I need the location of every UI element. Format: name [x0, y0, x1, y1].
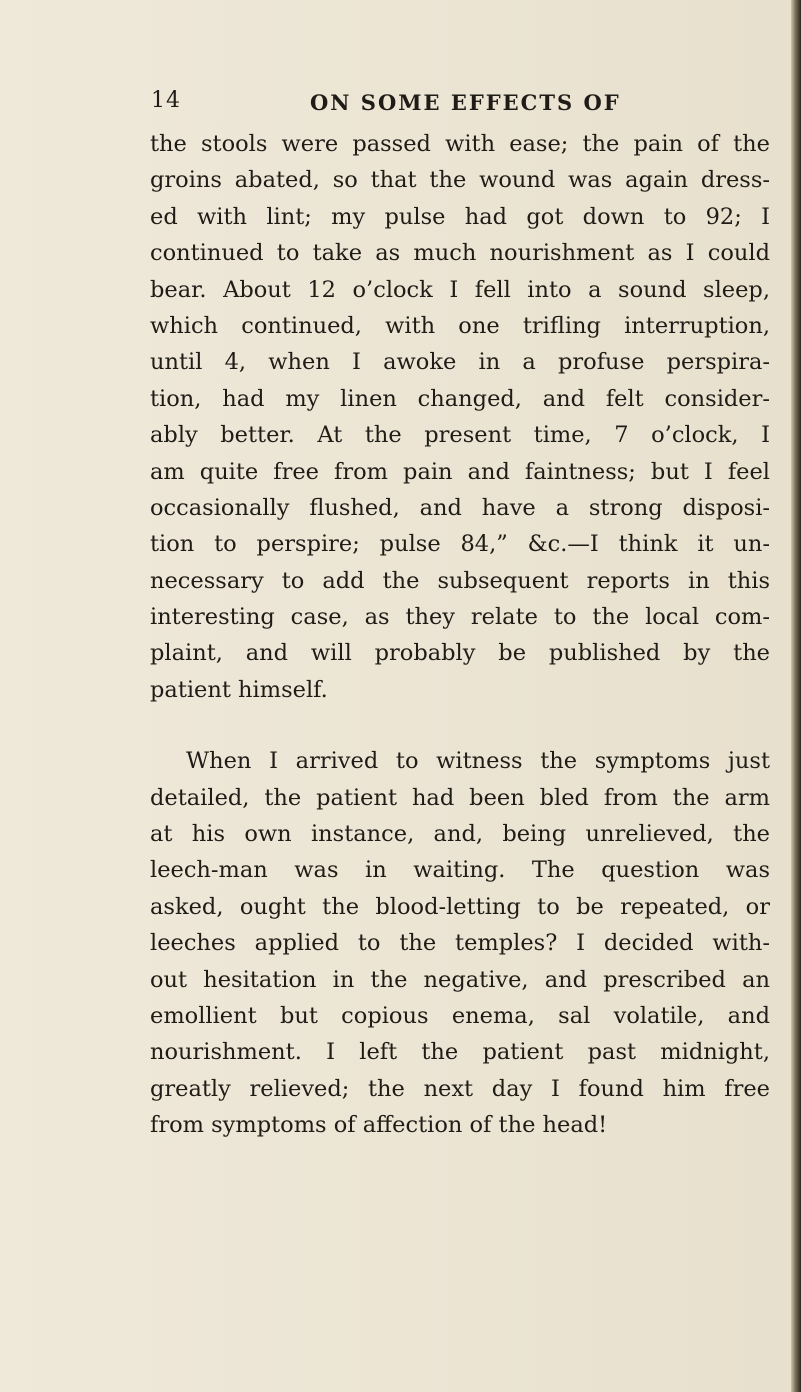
text-line: plaint, and will probably be published by the [150, 640, 770, 667]
text-line: patient himself. [150, 676, 328, 703]
text-line: out hesitation in the negative, and prescribed an [150, 966, 770, 993]
text-line: which continued, with one trifling interruption, [150, 312, 770, 339]
page-edge-shadow [791, 0, 801, 1392]
text-line: ably better. At the present time, 7 o’clock, I [150, 422, 770, 449]
text-line: detailed, the patient had been bled from the arm [150, 784, 770, 811]
page-header [0, 84, 801, 120]
text-line: tion to perspire; pulse 84,” &c.—I think it un- [150, 531, 770, 558]
text-line: until 4, when I awoke in a profuse perspira- [150, 349, 770, 376]
text-line: nourishment. I left the patient past midnight, [150, 1039, 770, 1066]
running-title: ON SOME EFFECTS OF [310, 90, 621, 115]
paragraph-spacer [150, 708, 770, 743]
paragraph-2 [150, 743, 770, 1143]
text-line: asked, ought the blood-letting to be repeated, or [150, 893, 770, 920]
text-line: ed with lint; my pulse had got down to 92; I [150, 203, 770, 230]
text-line: continued to take as much nourishment as I could [150, 240, 770, 267]
text-line: When I arrived to witness the symptoms just [186, 748, 770, 775]
text-line: leeches applied to the temples? I decided with- [150, 930, 770, 957]
text-line: am quite free from pain and faintness; but I feel [150, 458, 770, 485]
text-line: leech-man was in waiting. The question was [150, 857, 770, 884]
text-line: necessary to add the subsequent reports in this [150, 567, 770, 594]
text-line: greatly relieved; the next day I found him free [150, 1075, 770, 1102]
text-line: tion, had my linen changed, and felt consider- [150, 385, 770, 412]
text-line: the stools were passed with ease; the pain of the [150, 131, 770, 157]
paragraph-1 [150, 126, 770, 708]
text-line: groins abated, so that the wound was again dress- [150, 167, 770, 194]
page-number: 14 [151, 88, 181, 113]
text-line: interesting case, as they relate to the local com- [150, 604, 770, 631]
text-line: from symptoms of affection of the head! [150, 1112, 608, 1139]
text-line: occasionally flushed, and have a strong disposi- [150, 494, 770, 521]
text-line: bear. About 12 o’clock I fell into a sound sleep, [150, 276, 770, 303]
text-line: at his own instance, and, being unrelieved, the [150, 821, 770, 848]
body-text [150, 126, 770, 1144]
text-line: emollient but copious enema, sal volatile, and [150, 1002, 770, 1029]
